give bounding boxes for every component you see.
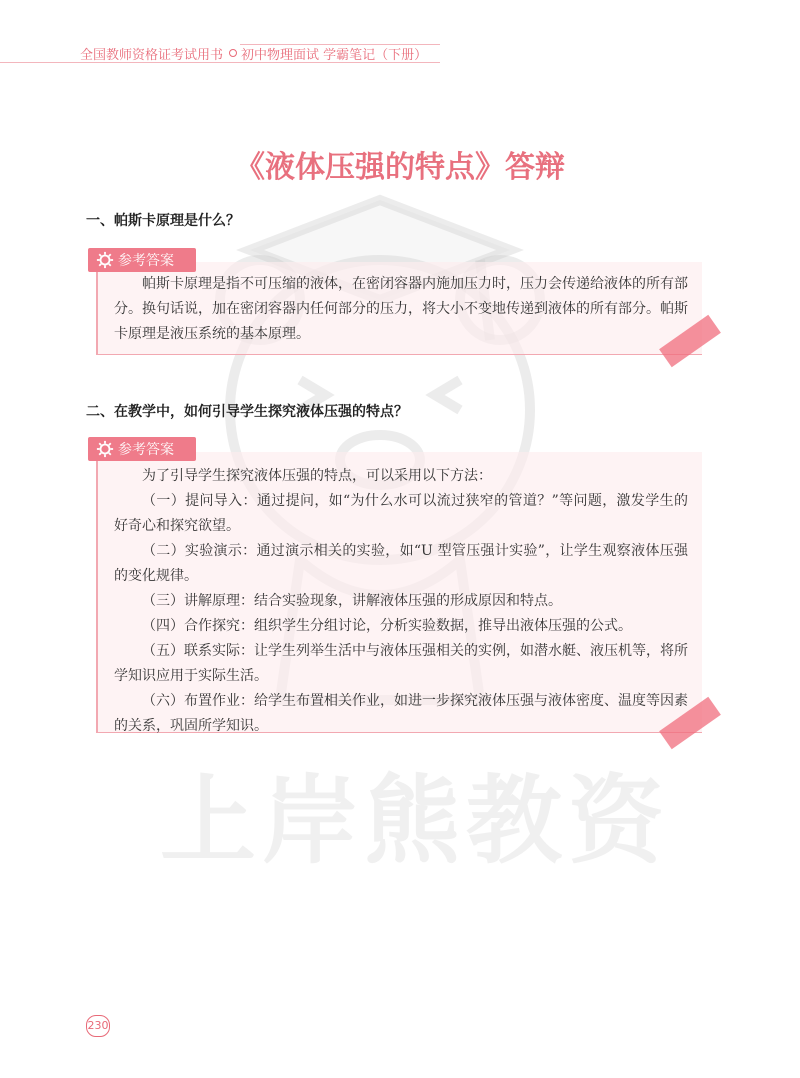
answer-tag-label: 参考答案 <box>118 442 174 458</box>
answer-2-step-2: （二）实验演示：通过演示相关的实验，如“U 型管压强计实验”，让学生观察液体压强的变化规律。 <box>114 543 688 584</box>
header-book-title: 初中物理面试 学霸笔记（下册） <box>241 47 428 63</box>
question-1: 一、帕斯卡原理是什么？ <box>86 213 240 229</box>
header-dot-icon <box>229 49 237 57</box>
answer-2-step-6: （六）布置作业：给学生布置相关作业，如进一步探究液体压强与液体密度、温度等因素的关系，巩固所学知识。 <box>114 693 688 734</box>
answer-2-step-3: （三）讲解原理：结合实验现象，讲解液体压强的形成原因和特点。 <box>142 593 562 609</box>
gear-icon <box>96 251 114 269</box>
header-rule <box>0 62 440 63</box>
answer-tag-1 <box>88 248 196 272</box>
answer-2-step-5: （五）联系实际：让学生列举生活中与液体压强相关的实例，如潜水艇、液压机等，将所学知识应用于实际生活。 <box>114 643 688 684</box>
question-2: 二、在教学中，如何引导学生探究液体压强的特点？ <box>86 404 408 420</box>
page-title: 《液体压强的特点》答辩 <box>235 150 565 185</box>
answer-tag-label: 参考答案 <box>118 253 174 269</box>
answer-2-step-4: （四）合作探究：组织学生分组讨论，分析实验数据，推导出液体压强的公式。 <box>142 618 632 634</box>
answer-tag-2 <box>88 437 196 461</box>
answer-2-intro: 为了引导学生探究液体压强的特点，可以采用以下方法： <box>142 468 492 484</box>
header-book-series: 全国教师资格证考试用书 <box>80 47 224 63</box>
answer-1-paragraph: 帕斯卡原理是指不可压缩的液体，在密闭容器内施加压力时，压力会传递给液体的所有部分。换句话说，加在密闭容器内任何部分的压力，将大小不变地传递到液体的所有部分。帕斯卡原理是液压系统的基本原理。 <box>114 276 688 342</box>
watermark-text: 上岸熊教资 <box>160 765 670 877</box>
answer-2-step-1: （一）提问导入：通过提问，如“为什么水可以流过狭窄的管道？”等问题，激发学生的好奇心和探究欲望。 <box>114 493 688 534</box>
header-rule-top <box>240 44 440 45</box>
page-number: 230 <box>86 1015 110 1037</box>
running-header <box>80 42 427 64</box>
gear-icon <box>96 440 114 458</box>
